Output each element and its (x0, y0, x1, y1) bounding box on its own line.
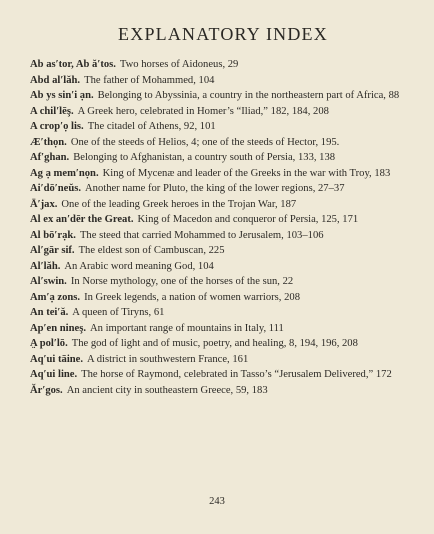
entry-definition: Belonging to Abyssinia, a country in the northeastern part of Africa, 88 (97, 90, 400, 101)
entry-headword: Al′swin. (30, 276, 67, 287)
entry-definition: In Greek legends, a nation of women warriors, 208 (84, 291, 300, 303)
entry-headword: Ab as′tor, Ab ă′tos. (30, 59, 116, 70)
index-entry (30, 322, 416, 335)
entry-headword: Aq′ui line. (30, 369, 78, 380)
entry-definition: The horse of Raymond, celebrated in Tasso’s “Jerusalem Delivered,” 172 (81, 369, 392, 380)
index-entry (30, 74, 416, 87)
entry-definition: The eldest son of Cambuscan, 225 (78, 245, 225, 256)
entry-headword: Ăr′gos. (30, 384, 63, 396)
entry-definition: One of the steeds of Helios, 4; one of the steeds of Hector, 195. (70, 136, 340, 148)
entry-definition: In Norse mythology, one of the horses of the sun, 22 (70, 276, 294, 287)
index-entry (30, 136, 416, 149)
entry-definition: King of Mycenæ and leader of the Greeks in the war with Troy, 183 (102, 167, 391, 179)
entry-definition: The god of light and of music, poetry, and healing, 8, 194, 196, 208 (71, 338, 358, 349)
entry-definition: An important range of mountains in Italy, 111 (89, 322, 284, 334)
index-entry (30, 89, 416, 102)
index-entry (30, 306, 416, 319)
entry-definition: King of Macedon and conqueror of Persia, 125, 171 (137, 214, 359, 225)
entry-headword: Al′gār sif. (30, 245, 75, 256)
entry-definition: A queen of Tiryns, 61 (72, 307, 165, 318)
index-entry (30, 182, 416, 195)
entry-headword: Al′lăh. (30, 260, 61, 272)
index-entry (30, 291, 416, 304)
entry-headword: Am′ạ zons. (30, 291, 81, 303)
entry-headword: Af′ghan. (30, 152, 70, 163)
entry-headword: Æ′thọn. (30, 136, 67, 148)
entry-definition: An Arabic word meaning God, 104 (64, 260, 214, 272)
index-entry (30, 151, 416, 164)
index-entry (30, 229, 416, 242)
entry-definition: Two horses of Aidoneus, 29 (119, 59, 239, 70)
index-entry (30, 260, 416, 273)
index-entry (30, 167, 416, 180)
index-entry (30, 275, 416, 288)
entry-headword: Abd al′lăh. (30, 74, 81, 86)
entry-headword: A̤ pol′lō. (30, 338, 68, 349)
index-entry (30, 213, 416, 226)
entry-headword: Aq′ui tāine. (30, 353, 84, 365)
index-entry (30, 244, 416, 257)
entry-definition: An ancient city in southeastern Greece, 59, 183 (66, 384, 268, 396)
entry-headword: A chil′lēş. (30, 105, 74, 117)
entry-headword: An tei′ă. (30, 307, 69, 318)
entry-headword: Al bō′rạk. (30, 229, 76, 241)
index-entry (30, 384, 416, 397)
entry-definition: The father of Mohammed, 104 (84, 74, 215, 86)
index-entries (30, 58, 416, 397)
entry-definition: Belonging to Afghanistan, a country south of Persia, 133, 138 (73, 152, 336, 163)
index-entry (30, 58, 416, 71)
entry-headword: Ag ạ mem′nọn. (30, 167, 99, 179)
index-entry (30, 337, 416, 350)
index-entry (30, 368, 416, 381)
entry-headword: Ap′en nineş. (30, 322, 86, 334)
entry-definition: Another name for Pluto, the king of the lower regions, 27–37 (85, 183, 345, 194)
entry-definition: The citadel of Athens, 92, 101 (87, 121, 216, 132)
index-entry (30, 120, 416, 133)
entry-headword: Ā′jax. (30, 198, 58, 210)
entry-definition: A Greek hero, celebrated in Homer’s “Iliad,” 182, 184, 208 (77, 105, 329, 117)
entry-definition: One of the leading Greek heroes in the Trojan War, 187 (61, 198, 297, 210)
entry-headword: Ai′dō′neŭs. (30, 183, 81, 194)
entry-definition: The steed that carried Mohammed to Jerusalem, 103–106 (79, 229, 324, 241)
index-entry (30, 105, 416, 118)
entry-headword: Al ex an′dēr the Great. (30, 214, 134, 225)
index-entry (30, 353, 416, 366)
page-number: 243 (209, 496, 225, 507)
index-entry (30, 198, 416, 211)
entry-headword: A crop′ọ lis. (30, 121, 84, 132)
page-title: EXPLANATORY INDEX (118, 24, 328, 44)
entry-definition: A district in southwestern France, 161 (87, 353, 249, 365)
entry-headword: Ab ys sin′i ạn. (30, 90, 94, 101)
